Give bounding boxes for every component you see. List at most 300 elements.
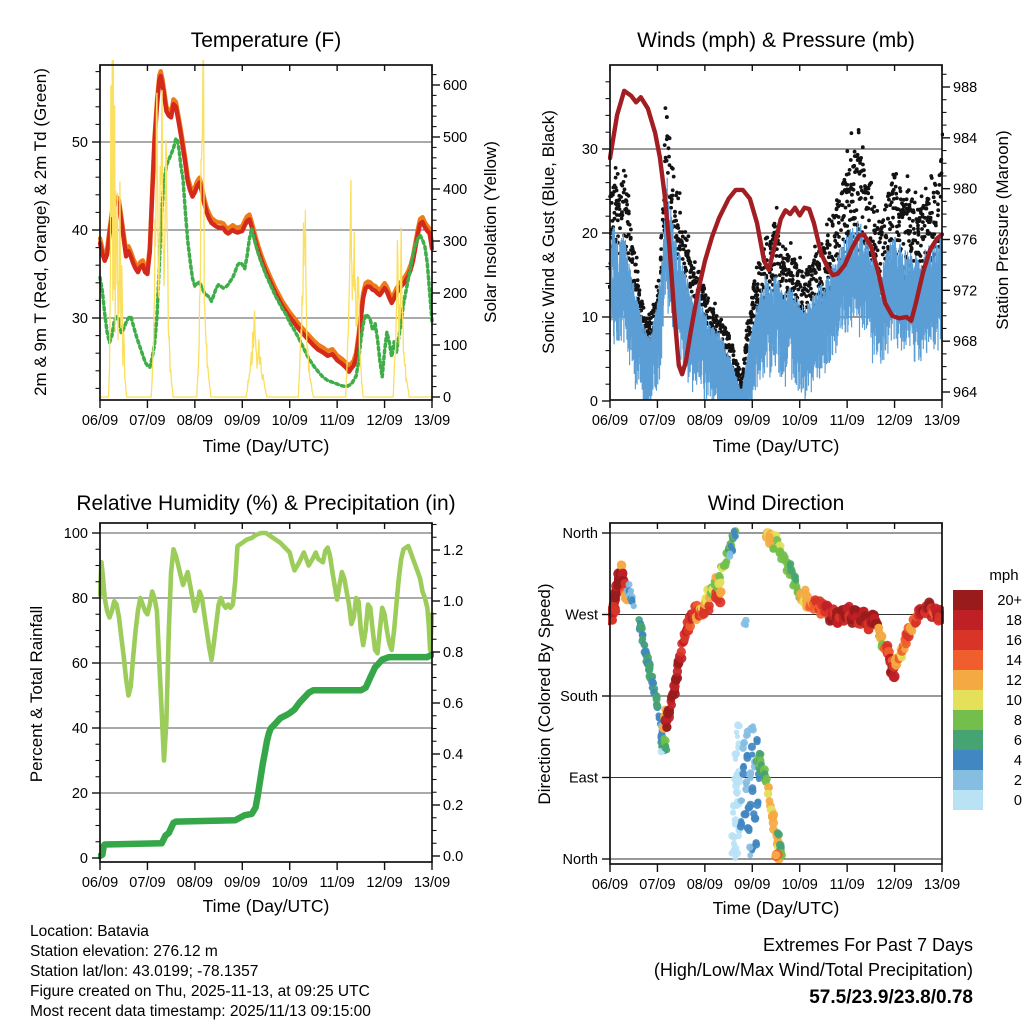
- y-tick-label: 500: [443, 130, 468, 146]
- gust-dot: [684, 269, 688, 273]
- y-tick-label: 50: [71, 135, 88, 151]
- gust-dot: [619, 195, 623, 199]
- x-tick-label: 10/09: [271, 875, 308, 891]
- gust-dot: [791, 281, 795, 285]
- gust-dot: [891, 190, 895, 194]
- gust-dot: [634, 263, 638, 267]
- gust-dot: [818, 277, 822, 281]
- x-tick-label: 07/09: [129, 413, 166, 429]
- gust-dot: [890, 200, 894, 204]
- series-layer: [100, 533, 432, 856]
- gust-dot: [861, 145, 865, 149]
- gust-dot: [885, 236, 889, 240]
- y-tick-label: 964: [953, 385, 978, 401]
- gust-dot: [894, 185, 898, 189]
- gust-dot: [789, 241, 793, 245]
- gust-dot: [773, 262, 777, 266]
- gust-dot: [687, 256, 691, 260]
- gust-dot: [867, 207, 871, 211]
- x-tick-label: 13/09: [413, 413, 451, 429]
- gust-dot: [799, 285, 803, 289]
- colorbar-label: 6: [1013, 733, 1022, 749]
- gust-dot: [878, 240, 882, 244]
- wind-dir-dot: [735, 792, 740, 797]
- gust-dot: [906, 174, 910, 178]
- gust-dot: [625, 203, 629, 207]
- gust-dot: [837, 235, 841, 239]
- gust-dot: [778, 242, 782, 246]
- gust-dot: [765, 236, 769, 240]
- plot-frame: [100, 523, 432, 862]
- gust-dot: [664, 106, 668, 110]
- y-tick-label: 1.0: [443, 594, 464, 610]
- gust-dot: [897, 220, 901, 224]
- gust-dot: [741, 367, 745, 371]
- wind-dir-dot: [735, 734, 740, 739]
- wind-direction-chart: [560, 523, 960, 893]
- gust-dot: [861, 163, 865, 167]
- wind-dir-dot: [727, 553, 734, 560]
- colorbar-swatch: [953, 610, 983, 630]
- gust-dot: [828, 243, 832, 247]
- gust-dot: [615, 189, 619, 193]
- wind-dir-dot: [714, 579, 723, 588]
- wind-dir-dot: [731, 528, 738, 535]
- gust-dot: [933, 200, 937, 204]
- wind-dir-dot: [770, 810, 779, 819]
- gust-dot: [663, 143, 667, 147]
- x-tick-label: 08/09: [176, 875, 214, 891]
- x-tick-label: 09/09: [734, 877, 771, 893]
- gust-dot: [887, 198, 891, 202]
- gust-dot: [756, 293, 760, 297]
- gust-dot: [678, 191, 682, 195]
- wind-dir-dot: [792, 577, 799, 584]
- gust-dot: [732, 353, 736, 357]
- gust-dot: [692, 266, 696, 270]
- wind-dir-dot: [663, 743, 669, 749]
- gust-dot: [902, 242, 906, 246]
- wind-dir-dot: [754, 738, 761, 745]
- gust-dot: [845, 224, 849, 228]
- gust-dot: [623, 188, 627, 192]
- gust-dot: [919, 244, 923, 248]
- gust-dot: [891, 225, 895, 229]
- gust-dot: [687, 234, 691, 238]
- gust-dot: [850, 131, 854, 135]
- gust-dot: [862, 174, 866, 178]
- gust-dot: [629, 228, 633, 232]
- gust-dot: [910, 246, 914, 250]
- gust-dot: [622, 180, 626, 184]
- gust-dot: [826, 239, 830, 243]
- wind-dir-dot: [704, 601, 713, 610]
- gust-dot: [932, 195, 936, 199]
- gust-dot: [885, 205, 889, 209]
- footer-location: Location: Batavia: [30, 923, 149, 940]
- y-tick-label: North: [562, 526, 598, 542]
- wind-band: [610, 178, 942, 400]
- gust-dot: [918, 218, 922, 222]
- gust-dot: [706, 296, 710, 300]
- wind-dir-dot: [733, 803, 739, 809]
- gust-dot: [869, 181, 873, 185]
- gust-dot: [934, 183, 938, 187]
- series-layer: [604, 527, 948, 864]
- gust-dot: [927, 202, 931, 206]
- gust-dot: [667, 146, 671, 150]
- gust-dot: [682, 262, 686, 266]
- gust-dot: [781, 277, 785, 281]
- gust-dot: [787, 255, 791, 259]
- gust-dot: [713, 302, 717, 306]
- gust-dot: [936, 208, 940, 212]
- gust-dot: [640, 300, 644, 304]
- x-tick-label: 12/09: [876, 413, 913, 429]
- wind-direction-ylabel-left: Direction (Colored By Speed): [535, 583, 554, 805]
- wind-direction-title: Wind Direction: [707, 492, 845, 515]
- humidity-xlabel: Time (Day/UTC): [202, 896, 330, 916]
- x-tick-label: 06/09: [591, 413, 629, 429]
- gust-dot: [856, 153, 860, 157]
- gust-dot: [800, 270, 804, 274]
- x-tick-label: 12/09: [366, 413, 403, 429]
- y-tick-label: 40: [71, 721, 88, 737]
- gust-dot: [613, 217, 617, 221]
- gust-dot: [665, 115, 669, 119]
- footer-elevation: Station elevation: 276.12 m: [30, 943, 218, 960]
- gust-dot: [894, 172, 898, 176]
- wind-dir-dot: [677, 647, 686, 656]
- x-tick-label: 10/09: [271, 413, 308, 429]
- gust-dot: [783, 268, 787, 272]
- x-tick-label: 06/09: [81, 875, 119, 891]
- gust-dot: [859, 185, 863, 189]
- gust-dot: [847, 204, 851, 208]
- wind-dir-dot: [889, 671, 900, 682]
- humidity-precip-chart: [64, 523, 463, 891]
- x-tick-label: 11/09: [319, 413, 355, 429]
- gust-dot: [627, 194, 631, 198]
- y-tick-label: 0.4: [443, 747, 464, 763]
- x-tick-label: 09/09: [734, 413, 771, 429]
- gust-dot: [899, 189, 903, 193]
- y-tick-label: 988: [953, 80, 978, 96]
- gust-dot: [870, 196, 874, 200]
- colorbar-swatch: [953, 730, 983, 750]
- gust-dot: [932, 232, 936, 236]
- wind-dir-dot: [716, 587, 725, 596]
- gust-dot: [737, 367, 741, 371]
- gust-dot: [936, 202, 940, 206]
- gust-dot: [679, 238, 683, 242]
- gust-dot: [671, 194, 675, 198]
- wind-dir-dot: [629, 596, 635, 602]
- gust-dot: [817, 264, 821, 268]
- gust-dot: [934, 221, 938, 225]
- y-tick-label: 600: [443, 78, 468, 94]
- gust-dot: [791, 274, 795, 278]
- gust-dot: [791, 278, 795, 282]
- gust-dot: [897, 224, 901, 228]
- gust-dot: [858, 158, 862, 162]
- colorbar-title: mph: [989, 567, 1019, 584]
- gust-dot: [845, 183, 849, 187]
- series-line: [100, 533, 432, 761]
- y-tick-label: 80: [71, 591, 88, 607]
- gust-dot: [814, 271, 818, 275]
- y-tick-label: 976: [953, 232, 978, 249]
- gust-dot: [862, 168, 866, 172]
- y-tick-label: 300: [443, 234, 468, 250]
- temperature-title: Temperature (F): [190, 29, 342, 52]
- gust-dot: [916, 230, 920, 234]
- gust-dot: [923, 235, 927, 239]
- wind-direction-xlabel: Time (Day/UTC): [712, 898, 840, 918]
- gust-dot: [670, 200, 674, 204]
- gust-dot: [826, 234, 830, 238]
- gust-dot: [736, 362, 740, 366]
- gust-dot: [832, 258, 836, 262]
- gust-dot: [921, 220, 925, 224]
- gust-dot: [876, 248, 880, 252]
- extremes-subheading: (High/Low/Max Wind/Total Precipitation): [653, 960, 973, 980]
- gust-dot: [907, 239, 911, 243]
- gust-dot: [624, 174, 628, 178]
- x-tick-label: 07/09: [639, 877, 676, 893]
- gust-dot: [626, 251, 630, 255]
- winds-ylabel-left: Sonic Wind & Gust (Blue, Black): [539, 110, 558, 354]
- y-tick-label: 1.2: [443, 543, 464, 559]
- gust-dot: [704, 293, 708, 297]
- speed-colorbar-legend: [953, 590, 1022, 810]
- gust-dot: [927, 197, 931, 201]
- gust-dot: [907, 188, 911, 192]
- gust-dot: [784, 279, 788, 283]
- x-tick-label: 13/09: [923, 413, 961, 429]
- x-tick-label: 10/09: [781, 413, 818, 429]
- colorbar-label: 4: [1013, 753, 1022, 769]
- x-tick-label: 08/09: [176, 413, 214, 429]
- gust-dot: [845, 200, 849, 204]
- gust-dot: [912, 227, 916, 231]
- gust-dot: [627, 233, 631, 237]
- gust-dot: [916, 241, 920, 245]
- humidity-precip-title: Relative Humidity (%) & Precipitation (in): [76, 492, 456, 515]
- gust-dot: [768, 279, 772, 283]
- gust-dot: [923, 224, 927, 228]
- gust-dot: [638, 288, 642, 292]
- gust-dot: [849, 158, 853, 162]
- gust-dot: [856, 191, 860, 195]
- gust-dot: [873, 224, 877, 228]
- y-tick-label: 60: [71, 656, 88, 672]
- gust-dot: [864, 225, 868, 229]
- gust-dot: [620, 217, 624, 221]
- y-tick-label: 968: [953, 334, 978, 351]
- wind-dir-dot: [775, 830, 782, 837]
- gust-dot: [913, 231, 917, 235]
- wind-dir-dot: [787, 563, 794, 570]
- gust-dot: [857, 131, 861, 135]
- gust-dot: [784, 247, 788, 251]
- colorbar-label: 12: [1005, 673, 1022, 689]
- colorbar-swatch: [953, 770, 983, 790]
- x-tick-label: 06/09: [591, 877, 629, 893]
- x-tick-label: 11/09: [319, 875, 355, 891]
- gust-dot: [620, 184, 624, 188]
- x-tick-label: 12/09: [366, 875, 403, 891]
- gust-dot: [689, 260, 693, 264]
- gust-dot: [909, 224, 913, 228]
- gust-dot: [673, 214, 677, 218]
- footer-created: Figure created on Thu, 2025-11-13, at 09:25 UTC: [30, 983, 370, 1000]
- gust-dot: [872, 210, 876, 214]
- gust-dot: [773, 222, 777, 226]
- gust-dot: [618, 207, 622, 211]
- x-tick-label: 13/09: [413, 875, 451, 891]
- gust-dot: [744, 343, 748, 347]
- gust-dot: [637, 293, 641, 297]
- gust-dot: [636, 284, 640, 288]
- gust-dot: [930, 176, 934, 180]
- gust-dot: [629, 237, 633, 241]
- gust-dot: [883, 208, 887, 212]
- colorbar-swatch: [953, 750, 983, 770]
- colorbar-swatch: [953, 790, 983, 810]
- wind-dir-dot: [740, 739, 748, 747]
- gust-dot: [904, 203, 908, 207]
- winds-pressure-title: Winds (mph) & Pressure (mb): [637, 29, 915, 52]
- gust-dot: [611, 225, 615, 229]
- gust-dot: [839, 228, 843, 232]
- colorbar-swatch: [953, 690, 983, 710]
- wind-dir-dot: [732, 848, 738, 854]
- gust-dot: [882, 246, 886, 250]
- gust-dot: [676, 197, 680, 201]
- x-tick-label: 13/09: [923, 877, 961, 893]
- gust-dot: [813, 245, 817, 249]
- y-tick-label: 972: [953, 283, 978, 300]
- gust-dot: [825, 223, 829, 227]
- x-tick-label: 06/09: [81, 413, 119, 429]
- gust-dot: [693, 260, 697, 264]
- temperature-ylabel-left: 2m & 9m T (Red, Orange) & 2m Td (Green): [31, 68, 50, 396]
- gust-dot: [775, 206, 779, 210]
- y-tick-label: 0.8: [443, 645, 464, 661]
- gust-dot: [622, 169, 626, 173]
- x-tick-label: 09/09: [224, 413, 261, 429]
- gust-dot: [756, 282, 760, 286]
- colorbar-swatch: [953, 670, 983, 690]
- gust-dot: [882, 224, 886, 228]
- gust-dot: [636, 270, 640, 274]
- x-tick-label: 08/09: [686, 877, 724, 893]
- wind-dir-dot: [763, 775, 771, 783]
- gust-dot: [830, 255, 834, 259]
- gust-dot: [678, 211, 682, 215]
- gust-dot: [867, 187, 871, 191]
- wind-dir-dot: [749, 752, 755, 758]
- gust-dot: [867, 219, 871, 223]
- colorbar-label: 16: [1005, 633, 1022, 649]
- x-tick-label: 09/09: [224, 875, 261, 891]
- gust-dot: [908, 229, 912, 233]
- pressure-ylabel-right: Station Pressure (Maroon): [993, 130, 1012, 330]
- y-tick-label: 100: [63, 526, 88, 542]
- wind-dir-dot: [730, 810, 736, 816]
- wind-dir-dot: [653, 701, 661, 709]
- gust-dot: [837, 244, 841, 248]
- gust-dot: [924, 187, 928, 191]
- gust-dot: [668, 136, 672, 140]
- wind-dir-dot: [652, 692, 660, 700]
- gust-dot: [938, 183, 942, 187]
- wind-dir-dot: [646, 665, 654, 673]
- gust-dot: [630, 260, 634, 264]
- wind-dir-dot: [765, 790, 772, 797]
- y-tick-label: 20: [71, 786, 88, 802]
- gust-dot: [683, 230, 687, 234]
- gust-dot: [621, 213, 625, 217]
- gust-dot: [676, 226, 680, 230]
- x-tick-label: 07/09: [129, 875, 166, 891]
- wind-dir-dot: [772, 851, 780, 859]
- gust-dot: [913, 201, 917, 205]
- gust-dot: [673, 210, 677, 214]
- gust-dot: [876, 226, 880, 230]
- x-tick-label: 12/09: [876, 877, 913, 893]
- gust-dot: [911, 219, 915, 223]
- gust-dot: [912, 211, 916, 215]
- series-layer: [607, 91, 944, 400]
- gust-dot: [897, 233, 901, 237]
- gust-dot: [929, 216, 933, 220]
- gust-dot: [898, 186, 902, 190]
- footer-latlon: Station lat/lon: 43.0199; -78.1357: [30, 963, 259, 980]
- gust-dot: [674, 219, 678, 223]
- gust-dot: [919, 254, 923, 258]
- gust-dot: [715, 314, 719, 318]
- wind-dir-dot: [733, 757, 738, 762]
- gust-dot: [866, 191, 870, 195]
- y-tick-label: 0: [79, 851, 88, 867]
- footer-timestamp: Most recent data timestamp: 2025/11/13 09:15:00: [30, 1003, 371, 1020]
- gust-dot: [732, 349, 736, 353]
- gust-dot: [864, 197, 868, 201]
- gust-dot: [665, 159, 669, 163]
- gust-dot: [614, 166, 618, 170]
- gust-dot: [683, 244, 687, 248]
- gust-dot: [905, 197, 909, 201]
- gust-dot: [617, 204, 621, 208]
- y-tick-label: 0.6: [443, 696, 464, 712]
- gust-dot: [618, 226, 622, 230]
- gust-dot: [936, 191, 940, 195]
- wind-dir-dot: [734, 721, 742, 729]
- gust-dot: [925, 207, 929, 211]
- gust-dot: [671, 188, 675, 192]
- gust-dot: [890, 183, 894, 187]
- gust-dot: [853, 216, 857, 220]
- wind-dir-dot: [748, 775, 754, 781]
- gust-dot: [753, 279, 757, 283]
- gust-dot: [936, 214, 940, 218]
- gust-dot: [806, 289, 810, 293]
- gust-dot: [847, 172, 851, 176]
- gust-dot: [861, 215, 865, 219]
- gust-dot: [879, 262, 883, 266]
